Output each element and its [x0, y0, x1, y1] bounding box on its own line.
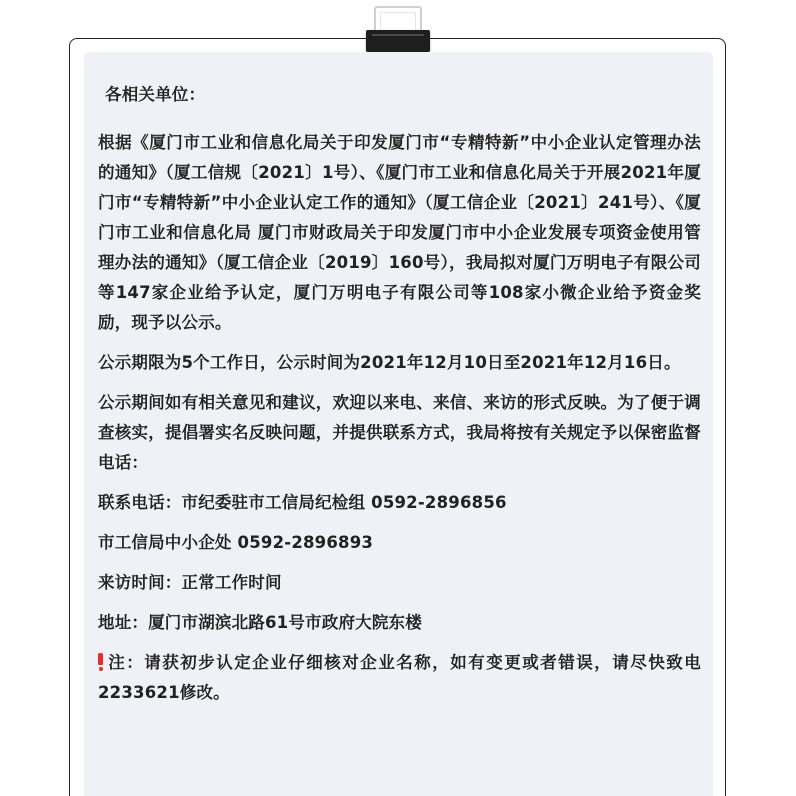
binder-clip-icon — [366, 6, 430, 52]
notice-content — [98, 80, 701, 718]
paragraph-visit-time: 来访时间：正常工作时间 — [98, 573, 282, 592]
binder-clip-body — [366, 30, 430, 52]
paragraph-period: 公示期限为5个工作日，公示时间为2021年12月10日至2021年12月16日。 — [98, 353, 681, 372]
paragraph-feedback: 公示期间如有相关意见和建议，欢迎以来电、来信、来访的形式反映。为了便于调查核实，提倡署实名反映问题，并提供联系方式，我局将按有关规定予以保密监督电话： — [98, 393, 701, 472]
paragraph-phone: 联系电话：市纪委驻市工信局纪检组 0592-2896856 — [98, 493, 507, 512]
exclamation-icon — [98, 653, 103, 670]
paragraph-basis: 根据《厦门市工业和信息化局关于印发厦门市“专精特新”中小企业认定管理办法的通知》（厦工信规〔2021〕1号）、《厦门市工业和信息化局关于开展2021年厦门市“专精特新”中小企业认定工作的通知》（厦工信企业〔2021〕241号）、《厦门市工业和信息化局 厦门市财政局关于印发厦门市中小企业发展专项资金使用管理办法的通知》（厦工信企业〔2019〕160号），我局拟对厦门万明电子有限公司等147家企业给予认定，厦门万明电子有限公司等108家小微企业给予资金奖励，现予以公示。 — [98, 133, 701, 332]
paragraph-office-phone: 市工信局中小企处 0592-2896893 — [98, 533, 374, 552]
paragraph-address: 地址：厦门市湖滨北路61号市政府大院东楼 — [98, 613, 422, 632]
greeting: 各相关单位： — [105, 85, 206, 104]
paragraph-note — [98, 648, 701, 708]
note-text: 注：请获初步认定企业仔细核对企业名称，如有变更或者错误，请尽快致电2233621修改。 — [98, 653, 701, 702]
